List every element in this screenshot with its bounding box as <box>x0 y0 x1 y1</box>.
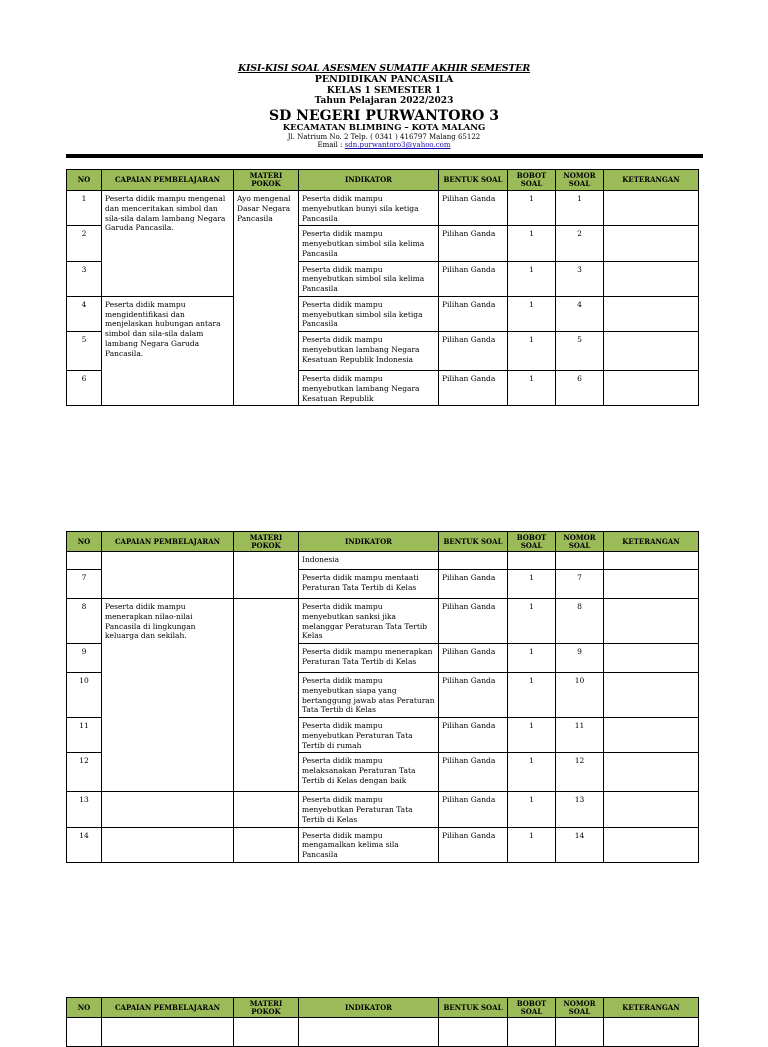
kisi-table-page1 <box>66 169 699 406</box>
class-semester: KELAS 1 SEMESTER 1 <box>326 85 442 96</box>
keterangan-cell <box>604 753 699 792</box>
table-row: 8 Peserta didik mampu menerapkan nilao-nilai Pancasila di lingkungan keluarga dan sekilah. Peserta didik mampu menyebutkan sanksi jika melanggar Peraturan Tata Tertib Kelas Pilihan Ganda 1 8 <box>67 599 699 644</box>
doc-title: KISI-KISI SOAL ASESMEN SUMATIF AKHIR SEMESTER <box>237 63 531 74</box>
table-row: 2 Peserta didik mampu menyebutkan simbol sila kelima Pancasila Pilihan Ganda 1 2 <box>67 226 699 261</box>
keterangan-cell <box>604 673 699 718</box>
school-name: SD NEGERI PURWANTORO 3 <box>269 107 499 124</box>
capaian-cell: Peserta didik mampu mengenal dan menceritakan simbol dan sila-sila dalam lambang Negara Garuda Pancasila. <box>102 191 234 297</box>
capaian-cell: Peserta didik mampu menerapkan nilao-nilai Pancasila di lingkungan keluarga dan sekilah. <box>102 599 234 792</box>
col-bobot: BOBOT SOAL <box>508 532 556 552</box>
kisi-table-page3 <box>66 997 699 1047</box>
col-no: NO <box>67 532 102 552</box>
table-row: 10 Peserta didik mampu menyebutkan siapa yang bertanggung jawab atas Peraturan Tata Tertib di Kelas Pilihan Ganda 1 10 <box>67 673 699 718</box>
col-keterangan: KETERANGAN <box>604 532 699 552</box>
table-row: 11 Peserta didik mampu menyebutkan Peraturan Tata Tertib di rumah Pilihan Ganda 1 11 <box>67 718 699 753</box>
capaian-cell: Peserta didik mampu mengidentifikasi dan menjelaskan hubungan antara simbol dan sila-sila dalam lambang Negara Garuda Pancasila. <box>102 296 234 406</box>
email-link[interactable]: sdn.purwantoro3@yahoo.com <box>344 141 451 150</box>
col-keterangan: KETERANGAN <box>604 998 699 1018</box>
table-row: 4 Peserta didik mampu mengidentifikasi dan menjelaskan hubungan antara simbol dan sila-sila dalam lambang Negara Garuda Pancasila. Peserta didik mampu menyebutkan simbol sila ketiga Pancasila Pilihan Ganda 1 4 <box>67 296 699 331</box>
col-bentuk: BENTUK SOAL <box>439 998 508 1018</box>
col-materi: MATERI POKOK <box>234 532 299 552</box>
table-row: 14 Peserta didik mampu mengamalkan kelima sila Pancasila Pilihan Ganda 1 14 <box>67 827 699 862</box>
col-bentuk: BENTUK SOAL <box>439 532 508 552</box>
school-address: Jl. Natrium No. 2 Telp. ( 0341 ) 416797 Malang 65122 <box>287 133 481 142</box>
materi-cell: Ayo mengenal Dasar Negara Pancasila <box>234 191 299 406</box>
col-capaian: CAPAIAN PEMBELAJARAN <box>102 998 234 1018</box>
col-nomor: NOMOR SOAL <box>556 532 604 552</box>
table-header-row <box>67 998 699 1018</box>
col-bentuk: BENTUK SOAL <box>439 170 508 191</box>
col-no: NO <box>67 170 102 191</box>
col-no: NO <box>67 998 102 1018</box>
col-capaian: CAPAIAN PEMBELAJARAN <box>102 532 234 552</box>
col-bobot: BOBOT SOAL <box>508 170 556 191</box>
keterangan-cell <box>604 371 699 406</box>
col-bobot: BOBOT SOAL <box>508 998 556 1018</box>
col-indikator: INDIKATOR <box>299 998 439 1018</box>
table-row <box>67 1018 699 1047</box>
table-row: 13 Peserta didik mampu menyebutkan Peraturan Tata Tertib di Kelas Pilihan Ganda 1 13 <box>67 792 699 827</box>
header-divider <box>66 154 703 158</box>
col-materi: MATERI POKOK <box>234 170 299 191</box>
table-header-row <box>67 170 699 191</box>
table-row: 3 Peserta didik mampu menyebutkan simbol sila kelima Pancasila Pilihan Ganda 1 3 <box>67 261 699 296</box>
col-keterangan: KETERANGAN <box>604 170 699 191</box>
table-header-row <box>67 532 699 552</box>
keterangan-cell <box>604 792 699 827</box>
col-indikator: INDIKATOR <box>299 532 439 552</box>
keterangan-cell <box>604 226 699 261</box>
table-row: 9 Peserta didik mampu menerapkan Peraturan Tata Tertib di Kelas Pilihan Ganda 1 9 <box>67 644 699 673</box>
keterangan-cell <box>604 644 699 673</box>
keterangan-cell <box>604 718 699 753</box>
table-row: 7 Peserta didik mampu mentaati Peraturan Tata Tertib di Kelas Pilihan Ganda 1 7 <box>67 570 699 599</box>
keterangan-cell <box>604 332 699 371</box>
keterangan-cell <box>604 570 699 599</box>
keterangan-cell <box>604 296 699 331</box>
table-row: 5 Peserta didik mampu menyebutkan lambang Negara Kesatuan Republik Indonesia Pilihan Ganda 1 5 <box>67 332 699 371</box>
keterangan-cell <box>604 261 699 296</box>
document-header <box>0 62 768 149</box>
col-materi: MATERI POKOK <box>234 998 299 1018</box>
email-line <box>0 141 768 149</box>
col-capaian: CAPAIAN PEMBELAJARAN <box>102 170 234 191</box>
col-nomor: NOMOR SOAL <box>556 170 604 191</box>
subject-title: PENDIDIKAN PANCASILA <box>314 73 454 85</box>
keterangan-cell <box>604 599 699 644</box>
table-row: 1 Peserta didik mampu mengenal dan menceritakan simbol dan sila-sila dalam lambang Negara Garuda Pancasila. Ayo mengenal Dasar Negara Pancasila Peserta didik mampu menyebutkan bunyi sila ketiga Pancasila Pilihan Ganda 1 1 <box>67 191 699 226</box>
col-indikator: INDIKATOR <box>299 170 439 191</box>
keterangan-cell <box>604 827 699 862</box>
email-label: Email : <box>317 141 345 150</box>
academic-year: Tahun Pelajaran 2022/2023 <box>314 96 454 107</box>
district-name: KECAMATAN BLIMBING – KOTA MALANG <box>282 122 486 133</box>
keterangan-cell <box>604 191 699 226</box>
kisi-table-page2 <box>66 531 699 863</box>
table-row: 12 Peserta didik mampu melaksanakan Peraturan Tata Tertib di Kelas dengan baik Pilihan Ganda 1 12 <box>67 753 699 792</box>
col-nomor: NOMOR SOAL <box>556 998 604 1018</box>
table-row: 6 Peserta didik mampu menyebutkan lambang Negara Kesatuan Republik Pilihan Ganda 1 6 <box>67 371 699 406</box>
keterangan-cell <box>604 552 699 570</box>
table-row: Indonesia <box>67 552 699 570</box>
